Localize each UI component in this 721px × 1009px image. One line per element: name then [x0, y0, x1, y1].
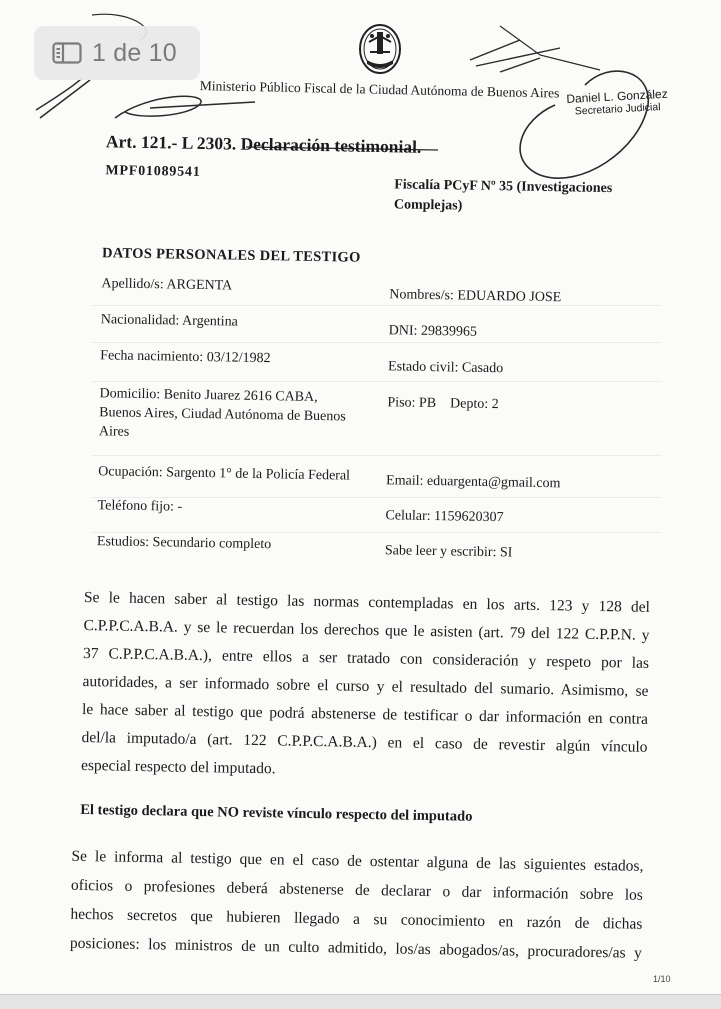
field-apellido	[101, 276, 232, 294]
field-fecha-nacimiento	[100, 348, 271, 367]
fiscalia: Fiscalía PCyF Nº 35 (Investigaciones Complejas)	[393, 177, 613, 214]
field-value: PB	[418, 395, 437, 412]
field-value: SI	[499, 545, 513, 561]
field-label: Teléfono fijo:	[97, 498, 175, 515]
signer-name: Daniel L. González	[566, 86, 668, 106]
field-domicilio	[99, 384, 347, 445]
field-value: Sargento 1° de la Policía Federal	[166, 465, 351, 484]
paragraph-line: hechos secretos que hubieren llegado a su conocimiento en razón de dichas	[70, 905, 643, 933]
field-label: Nombres/s:	[389, 287, 455, 304]
page-indicator-label: 1 de 10	[92, 38, 177, 67]
field-value: Aires	[98, 424, 130, 440]
paragraph-line: del/la imputado/a (art. 122 C.P.P.C.A.B.A.) en el caso de revestir algún vínculo	[81, 728, 648, 756]
paragraph-line: oficios o profesiones deberá abstenerse de declarar o dar información sobre los	[70, 876, 644, 904]
document-title: Art. 121.- L 2303. Declaración testimonial.	[105, 131, 422, 157]
field-email	[386, 473, 561, 492]
paragraph-line: C.P.P.C.A.B.A. y se le recuerdan los derechos que le asisten (art. 79 del 122 C.P.P.N. y	[83, 616, 650, 644]
paragraph-line: Se le hacen saber al testigo las normas contempladas en los arts. 123 y 128 del	[83, 588, 651, 616]
field-value: ARGENTA	[166, 277, 233, 294]
case-number: MPF01089541	[105, 163, 201, 180]
field-label: Celular:	[385, 508, 431, 525]
field-label: Depto:	[449, 396, 489, 412]
field-value: 2	[491, 397, 499, 413]
section-title: DATOS PERSONALES DEL TESTIGO	[101, 245, 361, 266]
field-piso	[387, 395, 499, 413]
field-label: Domicilio:	[99, 386, 161, 403]
paragraph-line: posiciones: los ministros de un culto admitido, los/as abogados/as, procuradores/as y	[69, 934, 643, 962]
field-label: Apellido/s:	[101, 276, 164, 293]
field-value: eduargenta@gmail.com	[426, 473, 561, 492]
paragraph-line: le hace saber al testigo que podrá abstenerse de testificar o dar información en contra	[81, 700, 649, 728]
field-telefono	[97, 498, 182, 515]
professional-secret-paragraph	[70, 842, 644, 968]
field-label: Estudios:	[96, 534, 150, 551]
paragraph-line: 37 C.P.P.C.A.B.A.), entre ellos a ser tratado con consideración y respeto por las	[82, 644, 650, 672]
field-value: 29839965	[420, 323, 478, 340]
field-celular	[385, 508, 503, 526]
paragraph-line: autoridades, a ser informado sobre el curso y el resultado del sumario. Asimismo, se	[82, 672, 649, 700]
field-ocupacion	[98, 464, 350, 484]
field-value: EDUARDO JOSE	[457, 288, 562, 306]
field-nombres	[389, 287, 561, 306]
field-value: Argentina	[181, 313, 238, 330]
paragraph-line: especial respecto del imputado.	[80, 756, 276, 778]
field-label: Fecha nacimiento:	[100, 348, 204, 366]
field-value: Benito Juarez 2616 CABA,	[163, 387, 318, 406]
page-number: 1/10	[653, 974, 671, 984]
paragraph-line: Se le informa al testigo que en el caso de ostentar alguna de las siguientes estados,	[71, 847, 644, 875]
page-indicator[interactable]	[34, 26, 200, 80]
field-sabe-leer	[385, 543, 513, 561]
field-dni	[389, 323, 478, 341]
field-label: Estado civil:	[387, 359, 459, 376]
rights-paragraph	[81, 584, 650, 790]
field-label: Piso:	[387, 395, 416, 411]
field-estado-civil	[388, 359, 503, 377]
field-value: 03/12/1982	[206, 350, 271, 367]
field-label: Ocupación:	[98, 464, 163, 481]
signer-role: Secretario Judicial	[574, 101, 661, 118]
field-value: Casado	[461, 360, 504, 377]
field-value: Secundario completo	[152, 535, 272, 553]
field-value: 1159620307	[433, 509, 504, 526]
sidebar-panel-icon[interactable]	[52, 42, 82, 64]
field-estudios	[97, 534, 271, 553]
field-label: Nacionalidad:	[100, 312, 180, 329]
field-nacionalidad	[101, 312, 238, 330]
declaration-statement: El testigo declara que NO reviste vínculo respecto del imputado	[80, 801, 473, 825]
field-value: -	[177, 499, 183, 515]
field-label: Sabe leer y escribir:	[384, 543, 497, 561]
ministry-header: Ministerio Público Fiscal de la Ciudad Autónoma de Buenos Aires	[199, 78, 560, 101]
field-label: DNI:	[388, 323, 418, 339]
field-label: Email:	[385, 473, 424, 489]
page-edge	[0, 994, 721, 1009]
field-value: Buenos Aires, Ciudad Autónoma de Buenos	[99, 405, 346, 425]
